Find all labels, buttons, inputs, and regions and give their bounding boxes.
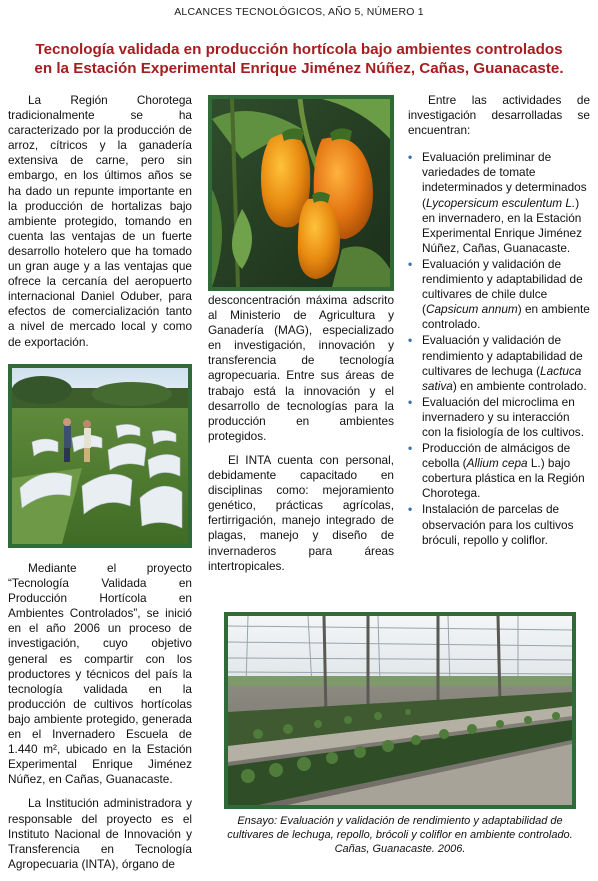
paragraph-inta-personal: El INTA cuenta con personal, debidamente capacitado en disciplinas como: mejoramiento genético, prácticas agrícolas, fertirrigación, manejo integrado de plagas, manejo y diseño de invernaderos para áreas intertropicales. xyxy=(208,452,394,573)
activity-text: Producción de almácigos de cebolla ( xyxy=(422,441,571,471)
activity-text: Evaluación y validación de rendimiento y adaptabilidad de cultivares de chile dulce ( xyxy=(422,256,583,317)
column-2 xyxy=(208,293,394,583)
running-header: ALCANCES TECNOLÓGICOS, AÑO 5, NÚMERO 1 xyxy=(174,6,424,18)
paragraph-region-chorotega: La Región Chorotega tradicionalmente se ha caracterizado por la producción de arroz, cítricos y la ganadería extensiva de carne, pero sin embargo, en los últimos años se ha dado un repunte importante en la producción de hortalizas bajo ambiente protegido, tomando en cuenta las ventajas de un fuerte desarrollo hotelero que ha tomado un gran auge y a las ventajas que ofrece la cercanía del aeropuerto internacional Daniel Oduber, para efectos de comercialización tanto a nivel de mercado local y como de exportación. xyxy=(8,93,192,349)
activity-text: L.) bajo cobertura plástica en la Región Chorotega. xyxy=(422,456,585,501)
activity-item-microclima xyxy=(408,395,590,440)
activity-item-tomate xyxy=(408,150,590,256)
activity-text: Evaluación del microclima en invernadero y su interacción con la fisiología de los cultivos. xyxy=(422,394,584,439)
activity-item-lechuga xyxy=(408,333,590,393)
species-name: Lactuca sativa xyxy=(422,363,582,393)
activity-item-cebolla xyxy=(408,441,590,501)
photo-greenhouse-interior xyxy=(224,612,576,809)
bullet-icon: • xyxy=(408,150,413,165)
activity-text: Evaluación preliminar de variedades de tomate indeterminados y determinados ( xyxy=(422,150,587,210)
article-title-line-2: en la Estación Experimental Enrique Jiménez Núñez, Cañas, Guanacaste. xyxy=(34,60,564,77)
article-title-line-1: Tecnología validada en producción hortícola bajo ambientes controlados xyxy=(35,41,563,58)
activity-item-chile xyxy=(408,257,590,332)
column-1-top xyxy=(8,93,192,359)
bullet-icon: • xyxy=(408,333,413,348)
activities-intro: Entre las actividades de investigación desarrolladas se encuentran: xyxy=(408,93,590,138)
activity-text: Instalación de parcelas de observación para los cultivos bróculi, repollo y coliflor. xyxy=(422,502,574,547)
paragraph-proyecto: Mediante el proyecto “Tecnología Validada en Producción Hortícola en Ambientes Controlados”, se inició en el año 2006 un proceso de investigación, cuyo objetivo general es compartir con los productores y técnicos del país la tecnología validada en la producción de cultivos hortícolas bajo ambiente protegido, generada en el Invernadero Escuela de 1.440 m², ubicado en la Estación Experimental Enrique Jiménez Núñez, en Cañas, Guanacaste. xyxy=(8,561,192,787)
paragraph-desconcentracion: desconcentración máxima adscrito al Ministerio de Agricultura y Ganadería (MAG), especializado en investigación, innovación y transferencia de tecnología agropecuaria. Entre sus áreas de trabajo está la innovación y el desarrollo de tecnologías para la producción en ambientes protegidos. xyxy=(208,293,394,443)
bullet-icon: • xyxy=(408,502,413,517)
species-name: Allium cepa xyxy=(466,456,528,471)
column-3 xyxy=(408,93,590,549)
article-title xyxy=(14,40,584,78)
activity-text: Evaluación y validación de rendimiento y adaptabilidad de cultivares de lechuga ( xyxy=(422,333,583,378)
activity-text: ) en invernadero, en la Estación Experimental Enrique Jiménez Núñez, Cañas, Guanacaste. xyxy=(422,195,582,255)
bullet-icon: • xyxy=(408,441,413,456)
activity-text: ) en ambiente controlado. xyxy=(422,302,590,332)
photo-field-row-covers xyxy=(8,364,192,548)
species-name: Capsicum annum xyxy=(425,302,518,317)
species-name: Lycopersicum esculentum L. xyxy=(425,195,576,210)
bullet-icon: • xyxy=(408,256,413,271)
column-1-bottom xyxy=(8,561,192,881)
paragraph-institucion: La Institución administradora y responsable del proyecto es el Instituto Nacional de Innovación y Transferencia en Tecnología Agropecuaria (INTA), órgano de xyxy=(8,796,192,871)
activity-text: ) en ambiente controlado. xyxy=(452,378,587,393)
activities-list xyxy=(408,150,590,547)
activity-item-parcelas xyxy=(408,502,590,547)
photo-caption: Ensayo: Evaluación y validación de rendimiento y adaptabilidad de cultivares de lechuga, repollo, brócoli y coliflor en ambiente controlado. Cañas, Guanacaste. 2006. xyxy=(227,815,573,855)
photo-sweet-peppers xyxy=(208,95,394,291)
bullet-icon: • xyxy=(408,394,413,409)
